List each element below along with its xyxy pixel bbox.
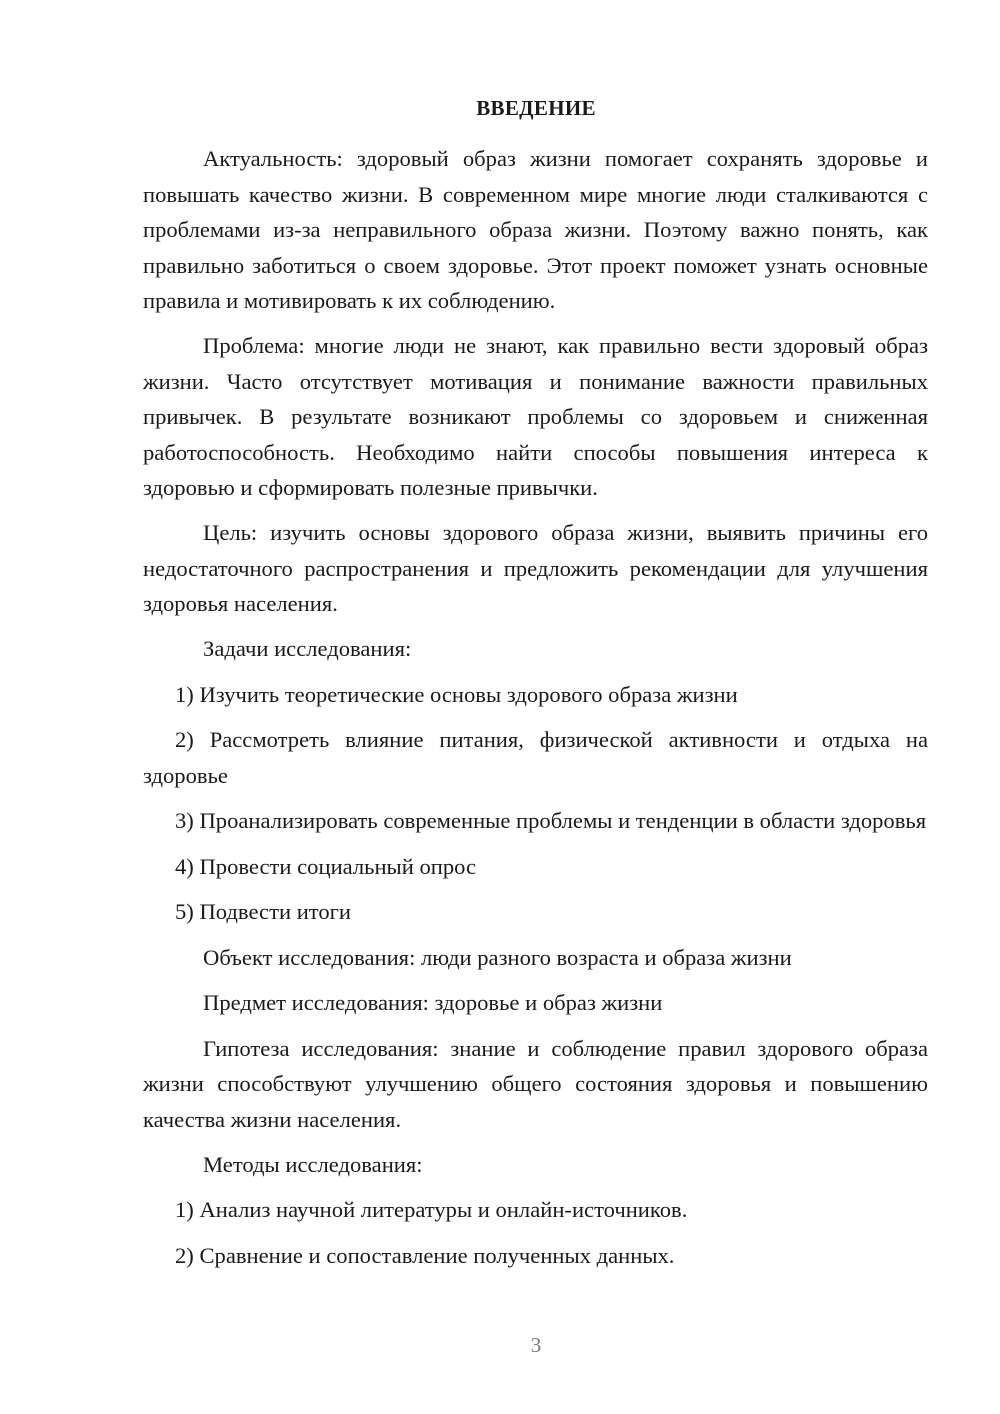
object-line: Объект исследования: люди разного возраста и образа жизни xyxy=(203,944,792,970)
section-title: ВВЕДЕНИЕ xyxy=(476,96,596,120)
hypothesis-paragraph: Гипотеза исследования: знание и соблюдение правил здорового образа жизни способствуют улучшению общего состояния здоровья и повышению качества жизни населения. xyxy=(143,1035,928,1132)
method-item: 2) Сравнение и сопоставление полученных данных. xyxy=(175,1242,675,1268)
task-item: 2) Рассмотреть влияние питания, физической активности и отдыха на здоровье xyxy=(143,727,928,788)
subject-line: Предмет исследования: здоровье и образ жизни xyxy=(203,990,663,1015)
document-body xyxy=(143,141,928,1273)
relevance-paragraph: Актуальность: здоровый образ жизни помогает сохранять здоровье и повышать качество жизни. В современном мире многие люди сталкиваются с проблемами из-за неправильного образа жизни. Поэтому важно понять, как правильно заботиться о своем здоровье. Этот проект поможет узнать основные правила и мотивировать к их соблюдению. xyxy=(143,146,928,313)
page-number: 3 xyxy=(530,1333,542,1357)
task-item: 5) Подвести итоги xyxy=(175,899,352,924)
tasks-heading: Задачи исследования: xyxy=(203,636,412,661)
goal-paragraph: Цель: изучить основы здорового образа жизни, выявить причины его недостаточного распространения и предложить рекомендации для улучшения здоровья населения. xyxy=(143,520,928,616)
method-item: 1) Анализ научной литературы и онлайн-источников. xyxy=(175,1197,688,1222)
task-item: 3) Проанализировать современные проблемы и тенденции в области здоровья xyxy=(175,808,927,833)
task-item: 1) Изучить теоретические основы здорового образа жизни xyxy=(175,681,738,707)
task-item: 4) Провести социальный опрос xyxy=(175,853,477,879)
methods-heading: Методы исследования: xyxy=(203,1151,423,1177)
problem-paragraph: Проблема: многие люди не знают, как правильно вести здоровый образ жизни. Часто отсутствует мотивация и понимание важности правильных привычек. В результате возникают проблемы со здоровьем и сниженная работоспособность. Необходимо найти способы повышения интереса к здоровью и сформировать полезные привычки. xyxy=(143,333,928,500)
